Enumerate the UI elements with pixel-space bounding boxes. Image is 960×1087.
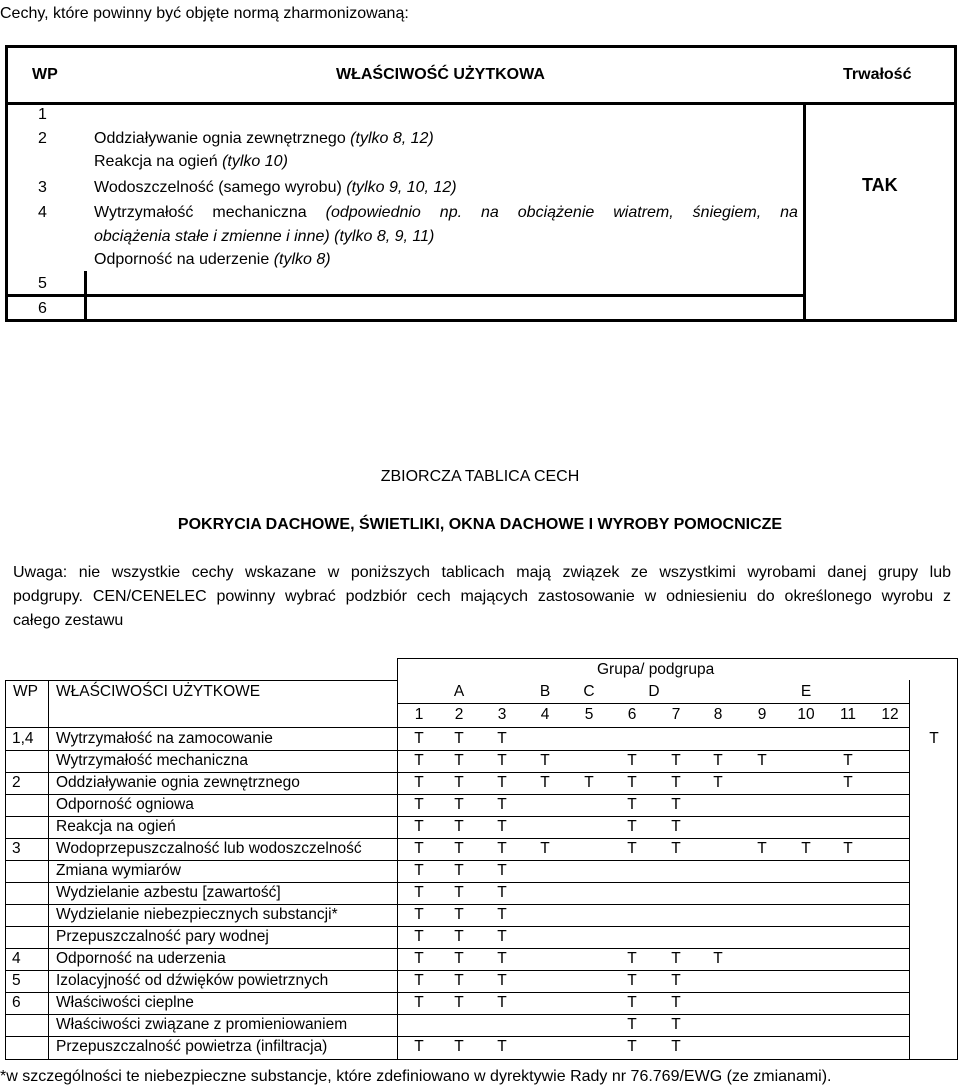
table-right-border [957, 658, 958, 1060]
row-property-name: Wydzielanie azbestu [zawartość] [56, 884, 281, 901]
row-cell-value: T [627, 796, 637, 813]
row-cell-value: T [671, 950, 681, 967]
property-name: Odporność na uderzenie [94, 251, 270, 268]
word: (odpowiednio [325, 204, 421, 221]
durability-value: TAK [862, 175, 898, 195]
row-cell-value: T [540, 774, 550, 791]
subgroup-label: 2 [454, 706, 464, 723]
table-bottom-rule [5, 1059, 957, 1060]
subgroup-label: 8 [713, 706, 723, 723]
row-cell-value: T [497, 994, 507, 1011]
row-cell-value: T [671, 1038, 681, 1055]
row-cell-value: T [414, 906, 424, 923]
top-row-text [94, 251, 331, 269]
row-property-name: Wydzielanie niebezpiecznych substancji* [56, 906, 338, 923]
row-cell-value: T [757, 752, 767, 769]
word: śniegiem, [692, 204, 762, 221]
row-cell-value: T [540, 840, 550, 857]
row-cell-value: T [843, 840, 853, 857]
table-rule [5, 727, 909, 728]
property-note: (tylko 8, 12) [350, 130, 434, 147]
row-cell-value: T [671, 840, 681, 857]
row-property-name: Właściwości związane z promieniowaniem [56, 1016, 348, 1033]
row-cell-value: T [497, 1038, 507, 1055]
row-cell-value: T [414, 818, 424, 835]
intro-text: Cechy, które powinny być objęte normą zharmonizowaną: [0, 5, 409, 22]
word: wiatrem, [613, 204, 674, 221]
row-cell-value: T [627, 752, 637, 769]
row-cell-value: T [454, 818, 464, 835]
table-wp-divider [48, 680, 49, 1060]
row-cell-value: T [414, 972, 424, 989]
row-cell-value: T [497, 730, 507, 747]
row-cell-value: T [454, 862, 464, 879]
row-cell-value: T [414, 796, 424, 813]
row-cell-value: T [414, 994, 424, 1011]
table-left-border [5, 680, 6, 1060]
table-row-rule [5, 750, 909, 751]
group-label: A [453, 683, 465, 700]
row-cell-value: T [671, 752, 681, 769]
row-cell-value: T [671, 818, 681, 835]
note-line-3: całego zestawu [13, 612, 124, 629]
col-header-wp: WP [13, 683, 38, 700]
table-row-rule [5, 838, 909, 839]
row-cell-value: T [627, 1038, 637, 1055]
row-cell-value: T [454, 972, 464, 989]
group-label: D [648, 683, 660, 700]
top-table-header-divider [5, 102, 957, 105]
row-property-name: Przepuszczalność powietrza (infiltracja) [56, 1038, 328, 1055]
top-table-row-divider [5, 294, 805, 297]
table-rule [397, 703, 909, 704]
top-header-durability: Trwałość [843, 66, 912, 83]
row-cell-value: T [497, 906, 507, 923]
subgroup-label: 6 [627, 706, 637, 723]
row-cell-value: T [671, 972, 681, 989]
word: na [481, 204, 499, 221]
group-label: B [539, 683, 551, 700]
row-property-name: Zmiana wymiarów [56, 862, 181, 879]
row-cell-value: T [497, 928, 507, 945]
row-cell-value: T [497, 796, 507, 813]
table-row-rule [5, 970, 909, 971]
table-row-rule [5, 904, 909, 905]
row-cell-value: T [497, 884, 507, 901]
note-line-2: podgrupy. CEN/CENELEC powinny wybrać podzbiór cech mających zastosowanie w odniesieniu do określonego wyrobu z [13, 588, 951, 605]
word: np. [439, 204, 463, 221]
row-cell-value: T [627, 972, 637, 989]
row-cell-value: T [414, 774, 424, 791]
row-cell-value: T [671, 774, 681, 791]
row-cell-value: T [497, 774, 507, 791]
row-cell-value: T [454, 752, 464, 769]
row-cell-value: T [497, 950, 507, 967]
row-property-name: Wytrzymałość na zamocowanie [56, 730, 273, 747]
row-cell-value: T [454, 994, 464, 1011]
property-name: Wodoszczelność (samego wyrobu) [94, 179, 342, 196]
row-cell-value: T [757, 840, 767, 857]
word: mechaniczna [212, 204, 307, 221]
row-property-name: Przepuszczalność pary wodnej [56, 928, 269, 945]
row-cell-value: T [454, 950, 464, 967]
row-cell-value: T [414, 884, 424, 901]
row-cell-value: T [497, 972, 507, 989]
word: na [780, 204, 798, 221]
row-cell-value: T [627, 818, 637, 835]
row-cell-value: T [497, 862, 507, 879]
row-cell-value: T [627, 950, 637, 967]
table-rule [5, 680, 397, 681]
table-row-rule [5, 1014, 909, 1015]
table-groups-left [397, 658, 398, 1060]
row-property-name: Odporność na uderzenia [56, 950, 226, 967]
row-cell-value: T [671, 796, 681, 813]
top-row-text [94, 153, 288, 171]
property-note: (tylko 10) [222, 153, 288, 170]
row-cell-value: T [454, 928, 464, 945]
row-cell-value: T [801, 840, 811, 857]
table-rule [397, 658, 957, 659]
top-row-text [94, 228, 434, 246]
row-cell-value: T [584, 774, 594, 791]
row-property-name: Właściwości cieplne [56, 994, 194, 1011]
word: Wytrzymałość [94, 204, 194, 221]
row-cell-value: T [671, 994, 681, 1011]
table-row-rule [5, 882, 909, 883]
row-cell-value: T [497, 818, 507, 835]
row-cell-value: T [627, 774, 637, 791]
row-wp: 3 [12, 840, 21, 857]
row-cell-value: T [454, 796, 464, 813]
row-wp: 4 [12, 950, 21, 967]
top-row-wp-3: 3 [38, 179, 47, 196]
row-property-name: Odporność ogniowa [56, 796, 194, 813]
footnote: *w szczególności te niebezpieczne substancje, które zdefiniowano w dyrektywie Rady nr 76.769/EWG (ze zmianami). [0, 1068, 832, 1085]
row-cell-value: T [497, 752, 507, 769]
row-wp: 1,4 [12, 730, 34, 747]
table-row-rule [5, 992, 909, 993]
top-row-text [94, 179, 457, 197]
row-property-name: Oddziaływanie ognia zewnętrznego [56, 774, 300, 791]
row-cell-value: T [540, 752, 550, 769]
row-cell-value: T [414, 862, 424, 879]
summary-title: ZBIORCZA TABLICA CECH [380, 468, 580, 485]
table-groups-right [909, 680, 910, 1060]
row-cell-value: T [627, 994, 637, 1011]
property-note: (tylko 8, 9, 11) [334, 228, 435, 245]
subgroup-label: 1 [414, 706, 424, 723]
table-row-rule [5, 948, 909, 949]
subgroup-label: 10 [797, 706, 815, 723]
row-cell-value: T [454, 1038, 464, 1055]
row-cell-value: T [454, 730, 464, 747]
row-cell-value: T [454, 884, 464, 901]
property-note: (tylko 9, 10, 12) [346, 179, 457, 196]
row-cell-value: T [843, 752, 853, 769]
top-row-wp-1: 1 [38, 106, 47, 123]
row-cell-value: T [414, 752, 424, 769]
subgroup-label: 3 [497, 706, 507, 723]
row-cell-value: T [454, 840, 464, 857]
group-header: Grupa/ podgrupa [597, 661, 715, 678]
row-cell-value: T [627, 1016, 637, 1033]
table-row-rule [5, 772, 909, 773]
row-cell-value: T [414, 928, 424, 945]
property-name: Oddziaływanie ognia zewnętrznego [94, 130, 346, 147]
row-cell-value: T [671, 1016, 681, 1033]
row-cell-value: T [414, 730, 424, 747]
group-label: C [583, 683, 595, 700]
table-row-rule [5, 926, 909, 927]
row-cell-value: T [713, 752, 723, 769]
top-row-wp-2: 2 [38, 130, 47, 147]
row-wp: 5 [12, 972, 21, 989]
row-cell-value: T [414, 1038, 424, 1055]
top-table-column-divider [803, 102, 806, 322]
group-label: E [800, 683, 812, 700]
subgroup-label: 9 [757, 706, 767, 723]
subgroup-label: 11 [839, 706, 857, 723]
row-extra-value: T [929, 730, 939, 747]
row-cell-value: T [454, 906, 464, 923]
top-row-wp-5: 5 [38, 275, 47, 292]
top-row-justified-text [94, 204, 798, 222]
row-cell-value: T [713, 774, 723, 791]
row-wp: 6 [12, 994, 21, 1011]
note-line-1: Uwaga: nie wszystkie cechy wskazane w poniższych tablicach mają związek ze wszystkimi wyrobami danej grupy lub [13, 564, 951, 581]
table-row-rule [5, 1036, 909, 1037]
property-name: Reakcja na ogień [94, 153, 218, 170]
top-row-text [94, 130, 434, 148]
subgroup-label: 4 [540, 706, 550, 723]
row-property-name: Wytrzymałość mechaniczna [56, 752, 248, 769]
row-cell-value: T [414, 950, 424, 967]
table-row-rule [5, 860, 909, 861]
row-cell-value: T [713, 950, 723, 967]
subgroup-label: 12 [881, 706, 899, 723]
row-cell-value: T [843, 774, 853, 791]
word: obciążenie [517, 204, 595, 221]
top-header-property: WŁAŚCIWOŚĆ UŻYTKOWA [336, 66, 545, 83]
property-note: obciążenia stałe i zmienne i inne) [94, 228, 330, 245]
row-property-name: Reakcja na ogień [56, 818, 176, 835]
row-cell-value: T [414, 840, 424, 857]
row-property-name: Izolacyjność od dźwięków powietrznych [56, 972, 329, 989]
top-row-wp-6: 6 [38, 300, 47, 317]
top-header-wp: WP [32, 66, 58, 83]
top-row-wp-4: 4 [38, 204, 47, 221]
row-wp: 2 [12, 774, 21, 791]
row-cell-value: T [627, 840, 637, 857]
property-note: (tylko 8) [273, 251, 331, 268]
subgroup-label: 7 [671, 706, 681, 723]
row-property-name: Wodoprzepuszczalność lub wodoszczelność [56, 840, 362, 857]
summary-subtitle: POKRYCIA DACHOWE, ŚWIETLIKI, OKNA DACHOWE I WYROBY POMOCNICZE [177, 516, 783, 533]
subgroup-label: 5 [584, 706, 594, 723]
row-cell-value: T [497, 840, 507, 857]
table-row-rule [5, 816, 909, 817]
table-row-rule [5, 794, 909, 795]
col-header-property: WŁAŚCIWOŚCI UŻYTKOWE [56, 683, 261, 700]
row-cell-value: T [454, 774, 464, 791]
